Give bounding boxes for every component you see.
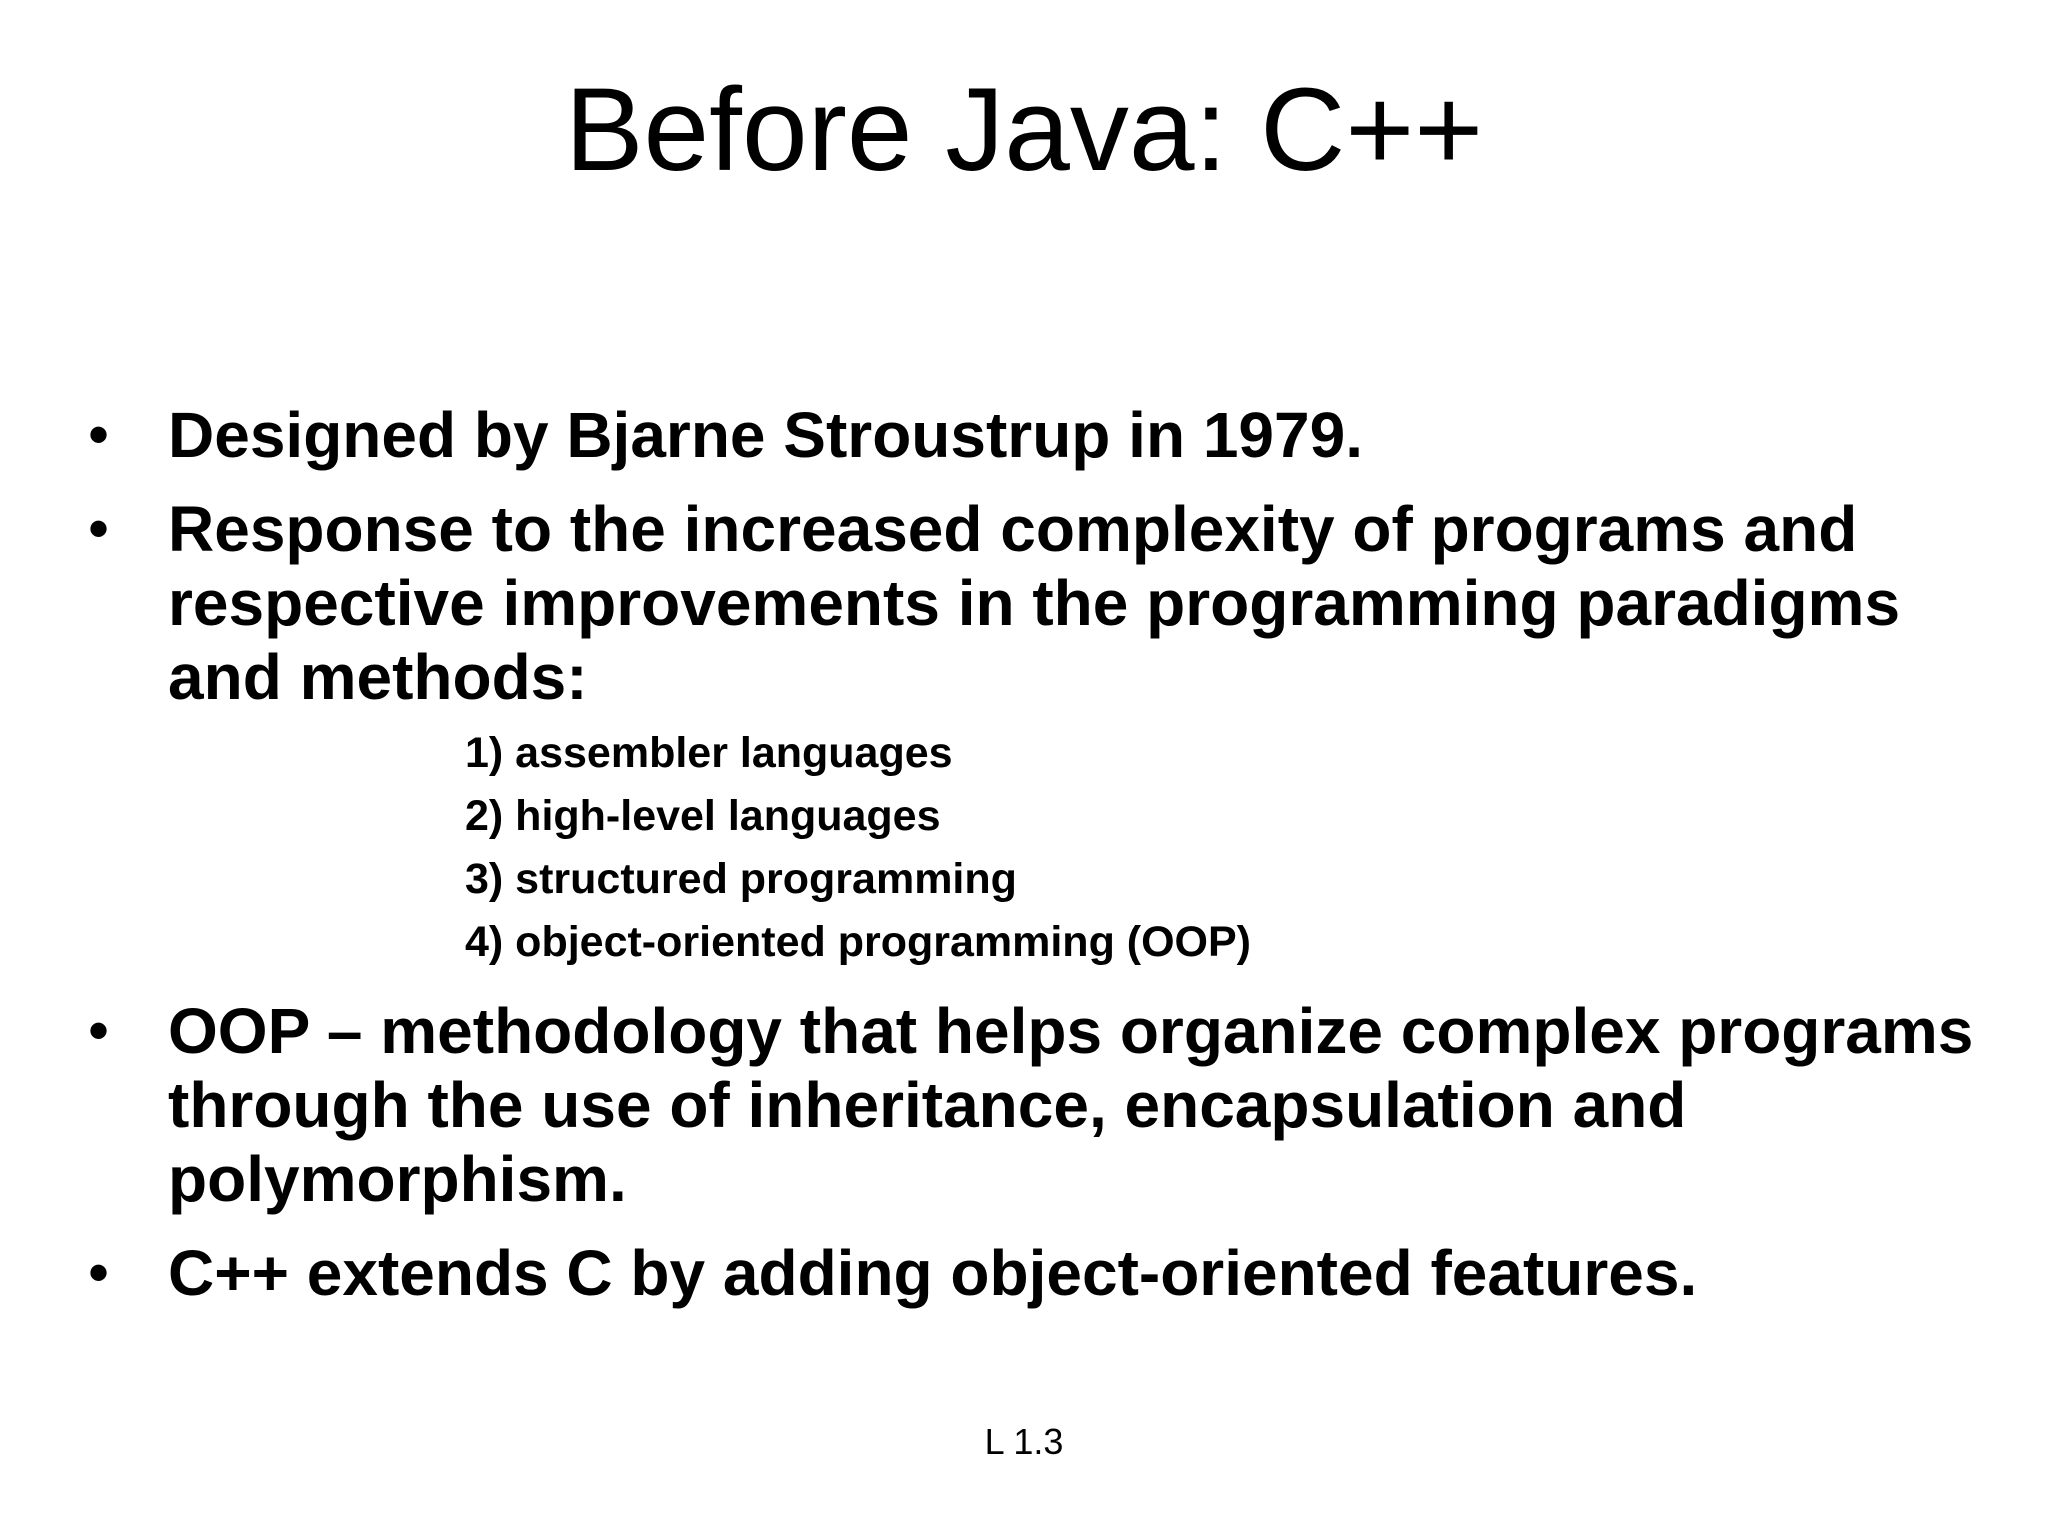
bullet-text: Designed by Bjarne Stroustrup in 1979.	[168, 399, 1363, 471]
bullet-dot-icon: •	[88, 1239, 110, 1306]
bullet-dot-icon: •	[88, 401, 110, 468]
bullet-item	[0, 1236, 2048, 1310]
bullet-text: C++ extends C by adding object-oriented features.	[168, 1237, 1698, 1309]
slide-title: Before Java: C++	[564, 64, 1484, 196]
bullet-dot-icon: •	[88, 997, 110, 1064]
sublist-item: 3) structured programming	[465, 855, 1017, 903]
sublist-item: 4) object-oriented programming (OOP)	[465, 918, 1251, 966]
sublist-item: 2) high-level languages	[465, 792, 941, 840]
bullet-item	[0, 398, 2048, 472]
bullet-text: Response to the increased complexity of programs and respective improvements in the programming paradigms and methods:	[168, 493, 1901, 713]
bullet-text: OOP – methodology that helps organize complex programs through the use of inheritance, encapsulation and polymorphism.	[168, 995, 1974, 1215]
bullet-item	[0, 994, 2048, 1216]
slide-number: L 1.3	[984, 1421, 1064, 1462]
numbered-sublist	[168, 722, 2008, 974]
sublist-item: 1) assembler languages	[465, 729, 953, 777]
bullet-item	[0, 492, 2048, 974]
bullet-dot-icon: •	[88, 495, 110, 562]
bullet-list	[0, 398, 2048, 1330]
